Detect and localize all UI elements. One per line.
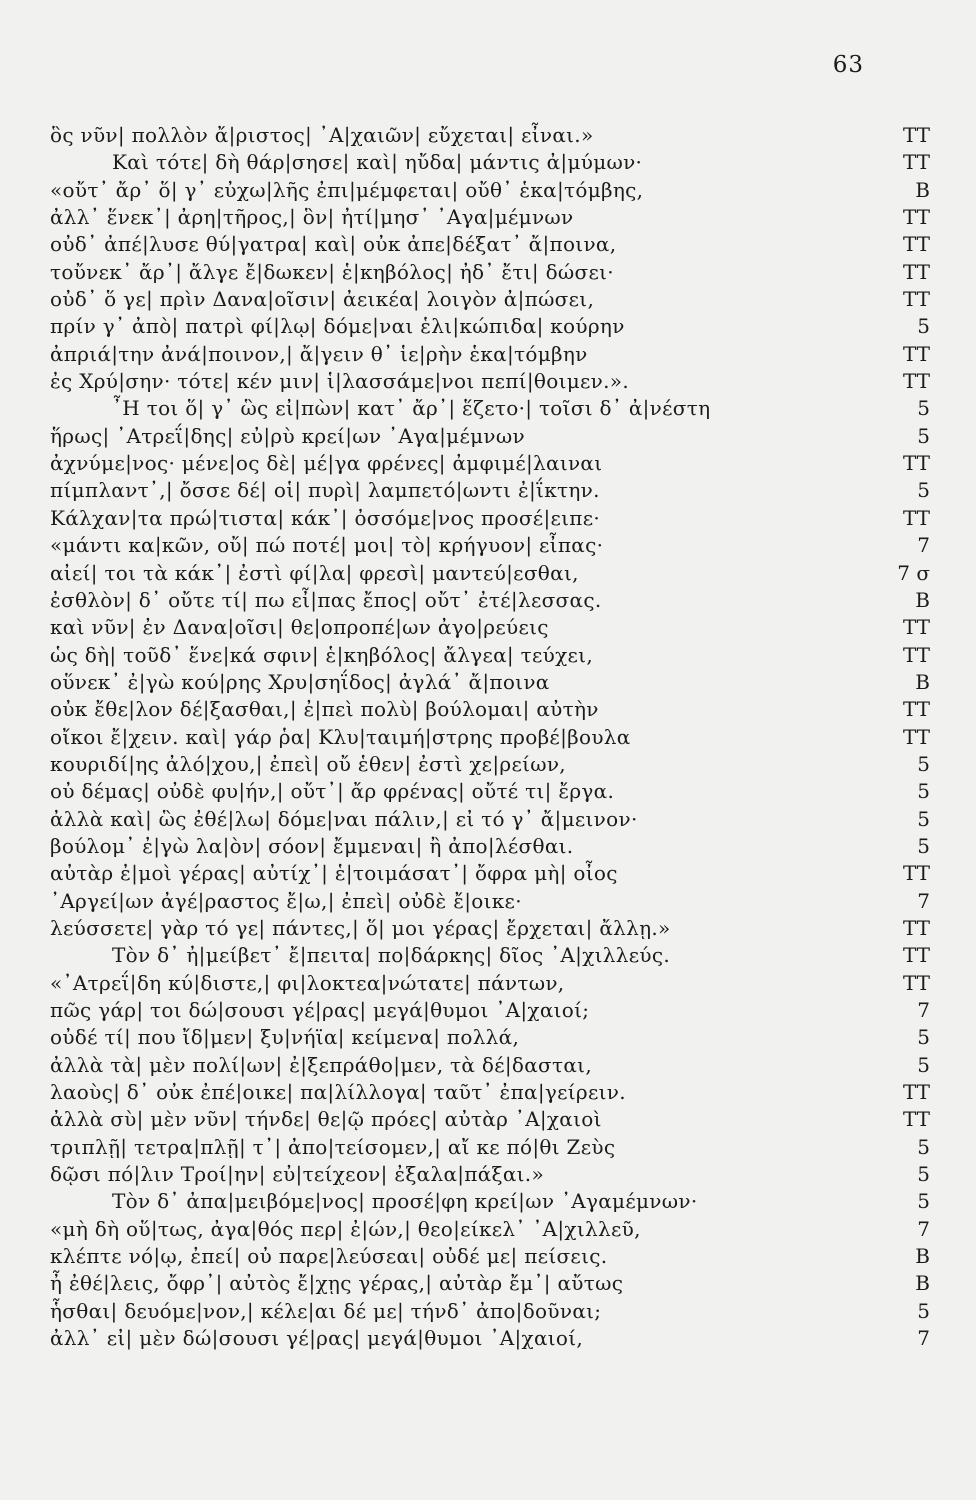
margin-code: 5 (917, 478, 930, 503)
margin-code: 5 (917, 314, 930, 339)
verse-line (50, 259, 930, 286)
verse-line (50, 1079, 930, 1106)
verse-text: ἦ ἐθέ|λεις, ὄφρ᾽| αὐτὸς ἔ|χῃς γέρας,| αὐτὰρ ἔμ᾽| αὔτως (50, 1271, 624, 1296)
verse-line (50, 1270, 930, 1297)
verse-text: οὐδ᾽ ὅ γε| πρὶν Δανα|οῖσιν| ἀεικέα| λοιγὸν ἀ|πώσει, (50, 287, 595, 312)
margin-code: TT (902, 205, 930, 230)
margin-code: 5 (917, 1025, 930, 1050)
margin-code: 7 (917, 533, 930, 558)
verse-line (50, 177, 930, 204)
verse-line (50, 806, 930, 833)
verse-line (50, 1161, 930, 1188)
verse-line (50, 395, 930, 422)
verse-line (50, 587, 930, 614)
margin-code: 5 (917, 806, 930, 831)
margin-code: B (915, 669, 930, 694)
verse-line (50, 341, 930, 368)
margin-code: TT (902, 697, 930, 722)
verse-line (50, 860, 930, 887)
verse-text: ῏Η τοι ὅ| γ᾽ ὣς εἰ|πὼν| κατ᾽ ἄρ᾽| ἕζετο·| τοῖσι δ᾽ ἀ|νέστη (112, 396, 711, 421)
verse-line (50, 724, 930, 751)
verse-line (50, 1024, 930, 1051)
margin-code: TT (902, 150, 930, 175)
verse-line (50, 1298, 930, 1325)
margin-code: 7 (917, 1326, 930, 1351)
verse-text: κουριδί|ης ἀλό|χου,| ἐπεὶ| οὔ ἑθεν| ἐστὶ χε|ρείων, (50, 751, 566, 776)
margin-code: 5 (917, 833, 930, 858)
verse-text: ἧσθαι| δευόμε|νον,| κέλε|αι δέ με| τήνδ᾽ ἀπο|δοῦναι; (50, 1298, 602, 1323)
verse-line (50, 313, 930, 340)
verse-text: τοὔνεκ᾽ ἄρ᾽| ἄλγε ἔ|δωκεν| ἑ|κηβόλος| ἠδ᾽ ἔτι| δώσει· (50, 259, 614, 284)
verse-text: ἀλλ᾽ ἕνεκ᾽| ἀρη|τῆρος,| ὃν| ἠτί|μησ᾽ ᾽Αγα|μέμνων (50, 205, 574, 230)
verse-line (50, 915, 930, 942)
verse-line (50, 696, 930, 723)
verse-text: οὕνεκ᾽ ἐ|γὼ κού|ρης Χρυ|σηΐδος| ἀγλά᾽ ἄ|ποινα (50, 669, 550, 694)
margin-code: 5 (917, 1162, 930, 1187)
verse-text: οὐδ᾽ ἀπέ|λυσε θύ|γατρα| καὶ| οὐκ ἀπε|δέξατ᾽ ἄ|ποινα, (50, 232, 617, 257)
margin-code: TT (902, 642, 930, 667)
verse-line (50, 970, 930, 997)
margin-code: TT (902, 861, 930, 886)
verse-text: ὃς νῦν| πολλὸν ἄ|ριστος| ᾽Α|χαιῶν| εὔχεται| εἶναι.» (50, 123, 594, 147)
verse-line (50, 560, 930, 587)
margin-code: TT (902, 341, 930, 366)
margin-code: B (915, 1244, 930, 1269)
verse-line (50, 833, 930, 860)
margin-code: 5 (917, 396, 930, 421)
verse-text: «μάντι κα|κῶν, οὔ| πώ ποτέ| μοι| τὸ| κρήγυον| εἶπας· (50, 533, 604, 558)
verse-line (50, 1134, 930, 1161)
verse-text: πῶς γάρ| τοι δώ|σουσι γέ|ρας| μεγά|θυμοι ᾽Α|χαιοί; (50, 998, 590, 1022)
margin-code: 7 (917, 1216, 930, 1241)
verse-text: ἐσθλὸν| δ᾽ οὔτε τί| πω εἶ|πας ἔπος| οὔτ᾽ ἐτέ|λεσσας. (50, 587, 602, 612)
margin-code: TT (902, 970, 930, 995)
verse-text: ἥρως| ᾽Ατρεΐ|δης| εὐ|ρὺ κρεί|ων ᾽Αγα|μέμνων (50, 423, 525, 448)
verse-text: ἀλλὰ καὶ| ὣς ἐθέ|λω| δόμε|ναι πάλιν,| εἰ τό γ᾽ ἄ|μεινον· (50, 806, 638, 831)
verse-text: οὐδέ τί| που ἴδ|μεν| ξυ|νήϊα| κείμενα| πολλά, (50, 1025, 520, 1050)
verse-text: «μὴ δὴ οὕ|τως, ἀγα|θός περ| ἐ|ών,| θεο|είκελ᾽ ᾽Α|χιλλεῦ, (50, 1216, 641, 1241)
margin-code: TT (902, 287, 930, 312)
verse-text: Τὸν δ᾽ ἀπα|μειβόμε|νος| προσέ|φη κρεί|ων ᾽Αγαμέμνων· (112, 1189, 698, 1214)
margin-code: TT (902, 724, 930, 749)
verse-line (50, 1216, 930, 1243)
verse-text: αὐτὰρ ἐ|μοὶ γέρας| αὐτίχ᾽| ἑ|τοιμάσατ᾽| ὄφρα μὴ| οἶος (50, 861, 618, 886)
margin-code: 5 (917, 1189, 930, 1214)
verse-text: ἀλλὰ σὺ| μὲν νῦν| τήνδε| θε|ῷ πρόες| αὐτὰρ ᾽Α|χαιοὶ (50, 1107, 602, 1132)
margin-code: 5 (917, 1134, 930, 1159)
verse-line (50, 997, 930, 1024)
verse-text: ἀχνύμε|νος· μένε|ος δὲ| μέ|γα φρένες| ἀμφιμέ|λαιναι (50, 451, 603, 476)
margin-code: 5 (917, 751, 930, 776)
verse-line (50, 286, 930, 313)
verse-text: «᾽Ατρεΐ|δη κύ|διστε,| φι|λοκτεα|νώτατε| πάντων, (50, 970, 565, 995)
verse-line (50, 1052, 930, 1079)
verse-line (50, 477, 930, 504)
verse-text: καὶ νῦν| ἐν Δανα|οῖσι| θε|οπροπέ|ων ἀγο|ρεύεις (50, 615, 549, 640)
margin-code: TT (902, 451, 930, 476)
verse-text: βούλομ᾽ ἐ|γὼ λα|ὸν| σόον| ἔμμεναι| ἢ ἀπο|λέσθαι. (50, 833, 574, 858)
margin-code: 5 (917, 779, 930, 804)
page-number: 63 (832, 52, 864, 78)
verse-line (50, 368, 930, 395)
verse-line (50, 1106, 930, 1133)
verse-line (50, 149, 930, 176)
verse-text: οἴκοι ἔ|χειν. καὶ| γάρ ῥα| Κλυ|ταιμή|στρης προβέ|βουλα (50, 724, 631, 749)
margin-code: TT (902, 123, 930, 147)
verse-line (50, 505, 930, 532)
verse-text: τριπλῇ| τετρα|πλῇ| τ᾽| ἀπο|τείσομεν,| αἴ κε πό|θι Ζεὺς (50, 1134, 616, 1159)
verse-text: λεύσσετε| γὰρ τό γε| πάντες,| ὅ| μοι γέρας| ἔρχεται| ἄλλῃ.» (50, 915, 671, 940)
verse-line (50, 669, 930, 696)
verse-line (50, 1243, 930, 1270)
verse-line (50, 204, 930, 231)
margin-code: TT (902, 232, 930, 257)
verse-text: πίμπλαντ᾽,| ὄσσε δέ| οἱ| πυρὶ| λαμπετό|ωντι ἐ|ΐκτην. (50, 478, 600, 503)
verse-line (50, 450, 930, 477)
margin-code: TT (902, 505, 930, 530)
margin-code: 5 (917, 1298, 930, 1323)
verse-text: οὐκ ἔθε|λον δέ|ξασθαι,| ἐ|πεὶ πολὺ| βούλομαι| αὐτὴν (50, 697, 599, 722)
verse-line (50, 423, 930, 450)
verse-line (50, 1188, 930, 1215)
verse-line (50, 1325, 930, 1352)
margin-code: TT (902, 259, 930, 284)
margin-code: 5 (917, 1052, 930, 1077)
verse-line (50, 614, 930, 641)
verse-text: «οὔτ᾽ ἄρ᾽ ὅ| γ᾽ εὐχω|λῆς ἐπι|μέμφεται| οὔθ᾽ ἑκα|τόμβης, (50, 177, 644, 202)
margin-code: 7 (917, 888, 930, 913)
margin-code: B (915, 587, 930, 612)
verse-text: ᾽Αργεί|ων ἀγέ|ραστος ἔ|ω,| ἐπεὶ| οὐδὲ ἔ|οικε· (50, 888, 522, 913)
margin-code: TT (902, 1107, 930, 1132)
margin-code: TT (902, 1080, 930, 1105)
verse-text: πρίν γ᾽ ἀπὸ| πατρὶ φί|λῳ| δόμε|ναι ἑλι|κώπιδα| κούρην (50, 314, 625, 339)
verse-text: κλέπτε νό|ῳ, ἐπεί| οὐ παρε|λεύσεαι| οὐδέ με| πείσεις. (50, 1244, 608, 1269)
verse-line (50, 942, 930, 969)
verse-text: αἰεί| τοι τὰ κάκ᾽| ἐστὶ φί|λα| φρεσὶ| μαντεύ|εσθαι, (50, 560, 579, 585)
margin-code: 5 (917, 423, 930, 448)
margin-code: TT (902, 915, 930, 940)
margin-code: B (915, 177, 930, 202)
margin-code: TT (902, 615, 930, 640)
verse-text: ἀλλὰ τὰ| μὲν πολί|ων| ἐ|ξεπράθο|μεν, τὰ δέ|δασται, (50, 1052, 592, 1077)
margin-code: 7 σ (897, 560, 930, 585)
verse-line (50, 532, 930, 559)
verse-text: ἀλλ᾽ εἰ| μὲν δώ|σουσι γέ|ρας| μεγά|θυμοι ᾽Α|χαιοί, (50, 1326, 584, 1351)
verse-lines (50, 122, 930, 1352)
margin-code: B (915, 1271, 930, 1296)
verse-text: ὡς δὴ| τοῦδ᾽ ἕνε|κά σφιν| ἑ|κηβόλος| ἄλγεα| τεύχει, (50, 642, 593, 667)
verse-line (50, 751, 930, 778)
verse-text: Καὶ τότε| δὴ θάρ|σησε| καὶ| ηὔδα| μάντις ἀ|μύμων· (112, 150, 643, 175)
margin-code: 7 (917, 998, 930, 1022)
verse-text: ἐς Χρύ|σην· τότε| κέν μιν| ἱ|λασσάμε|νοι πεπί|θοιμεν.». (50, 369, 629, 394)
verse-text: Τὸν δ᾽ ἠ|μείβετ᾽ ἔ|πειτα| πο|δάρκης| δῖος ᾽Α|χιλλεύς. (112, 943, 671, 968)
verse-line (50, 778, 930, 805)
margin-code: TT (902, 943, 930, 968)
verse-line (50, 888, 930, 915)
verse-text: Κάλχαν|τα πρώ|τιστα| κάκ᾽| ὀσσόμε|νος προσέ|ειπε· (50, 505, 601, 530)
verse-text: δῷσι πό|λιν Τροί|ην| εὐ|τείχεον| ἐξαλα|πάξαι.» (50, 1162, 544, 1187)
verse-text: λαοὺς| δ᾽ οὐκ ἐπέ|οικε| πα|λίλλογα| ταῦτ᾽ ἐπα|γείρειν. (50, 1080, 626, 1105)
verse-line (50, 231, 930, 258)
verse-line (50, 642, 930, 669)
verse-line (50, 122, 930, 149)
verse-text: οὐ δέμας| οὐδὲ φυ|ήν,| οὔτ᾽| ἄρ φρένας| οὔτέ τι| ἔργα. (50, 779, 615, 804)
verse-text: ἀπριά|την ἀνά|ποινον,| ἄ|γειν θ᾽ ἱε|ρὴν ἑκα|τόμβην (50, 341, 588, 366)
margin-code: TT (902, 369, 930, 394)
